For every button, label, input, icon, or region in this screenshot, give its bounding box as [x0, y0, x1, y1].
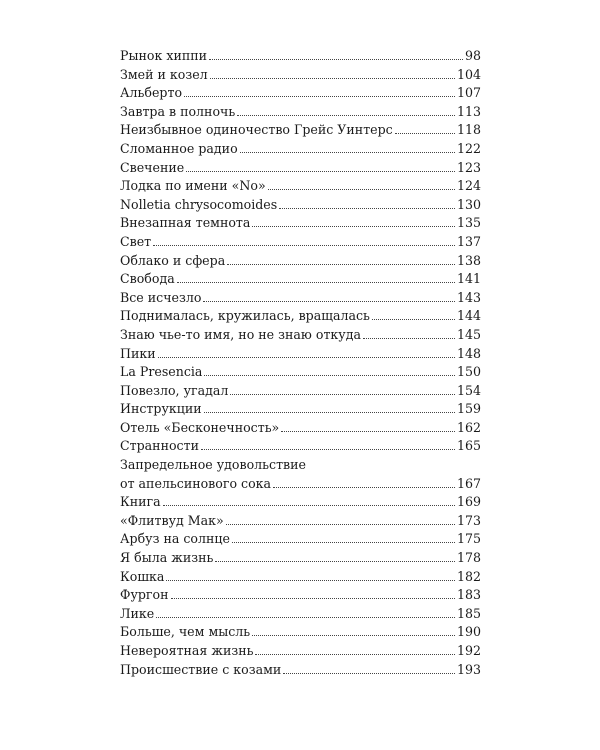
toc-entry-page-number: 143: [456, 289, 481, 305]
toc-entry: [120, 605, 481, 624]
dot-leader: [166, 580, 455, 581]
toc-entry: [120, 159, 481, 178]
toc-entry-page-number: 154: [456, 382, 481, 398]
toc-entry-page-number: 148: [456, 345, 481, 361]
dot-leader: [237, 115, 455, 116]
toc-entry: [120, 493, 481, 512]
toc-entry: [120, 586, 481, 605]
toc-entry: [120, 549, 481, 568]
toc-entry-title: Невероятная жизнь: [120, 643, 254, 658]
toc-entry-page-number: 192: [456, 643, 481, 658]
toc-entry: [120, 270, 481, 289]
toc-entry-title: Книга: [120, 494, 161, 510]
dot-leader: [156, 617, 455, 618]
toc-entry-title: Свечение: [120, 159, 185, 175]
toc-entry-title: La Presencia: [120, 364, 203, 380]
toc-entry: [120, 214, 481, 233]
toc-entry-page-number: 122: [456, 140, 481, 156]
toc-entry-title: от апельсинового сока: [120, 475, 272, 491]
toc-entry: [120, 103, 481, 122]
toc-entry-page-number: 169: [456, 494, 481, 510]
toc-entry-page-number: 162: [456, 419, 481, 435]
dot-leader: [232, 542, 455, 543]
toc-entry: [120, 66, 481, 85]
toc-entry-title: Змей и козел: [120, 66, 208, 82]
toc-entry: [120, 196, 481, 215]
dot-leader: [363, 338, 455, 339]
toc-entry: [120, 47, 481, 66]
dot-leader: [215, 561, 455, 562]
dot-leader: [209, 59, 463, 60]
toc-entry-title: Внезапная темнота: [120, 215, 251, 231]
toc-entry-title: Альберто: [120, 85, 183, 101]
toc-entry-title: «Флитвуд Мак»: [120, 512, 224, 528]
dot-leader: [252, 226, 455, 227]
dot-leader: [395, 133, 455, 134]
toc-entry-title: Nolletia chrysocomoides: [120, 196, 278, 212]
toc-entry: [120, 177, 481, 196]
toc-entry-page-number: 167: [456, 475, 481, 491]
toc-entry: [120, 437, 481, 456]
toc-entry-title: Знаю чье-то имя, но не знаю откуда: [120, 326, 361, 342]
toc-entry-page-number: 137: [456, 233, 481, 249]
toc-entry: [120, 84, 481, 103]
dot-leader: [252, 635, 455, 636]
toc-entry-page-number: 104: [456, 66, 481, 82]
toc-entry-title: Я была жизнь: [120, 550, 214, 566]
toc-entry-title: Облако и сфера: [120, 252, 226, 268]
toc-entry-page-number: 190: [456, 624, 481, 640]
dot-leader: [204, 412, 455, 413]
toc-entry-page-number: 141: [456, 271, 481, 287]
dot-leader: [203, 301, 455, 302]
dot-leader: [255, 654, 454, 655]
toc-entry: [120, 233, 481, 252]
toc-entry-page-number: 124: [456, 178, 481, 194]
toc-entry-title: Свобода: [120, 271, 175, 287]
toc-entry-title: Сломанное радио: [120, 140, 238, 156]
dot-leader: [283, 673, 455, 674]
toc-entry-title: Больше, чем мысль: [120, 624, 251, 640]
toc-entry-title: Неизбывное одиночество Грейс Уинтерс: [120, 122, 393, 138]
dot-leader: [227, 264, 455, 265]
dot-leader: [226, 524, 455, 525]
dot-leader: [171, 598, 455, 599]
toc-entry-title: Фургон: [120, 587, 169, 603]
toc-entry-title: Отель «Бесконечность»: [120, 419, 280, 435]
toc-entry-title: Странности: [120, 438, 199, 454]
dot-leader: [204, 375, 455, 376]
toc-entry-title: Арбуз на солнце: [120, 531, 230, 547]
dot-leader: [230, 394, 455, 395]
dot-leader: [163, 505, 455, 506]
toc-entry-page-number: 165: [456, 438, 481, 454]
toc-entry-title: Свет: [120, 233, 152, 249]
toc-entry-title-line1: Запредельное удовольствие: [120, 457, 306, 473]
toc-entry: [120, 530, 481, 549]
toc-entry: [120, 140, 481, 159]
toc-entry: [120, 419, 481, 438]
toc-entry-page-number: 123: [456, 159, 481, 175]
toc-entry: [120, 382, 481, 401]
dot-leader: [177, 282, 455, 283]
toc-entry-title: Рынок хиппи: [120, 48, 208, 63]
toc-entry: [120, 475, 481, 494]
toc-entry-title: Поднималась, кружилась, вращалась: [120, 308, 370, 324]
dot-leader: [201, 449, 455, 450]
toc-entry-title: Пики: [120, 345, 156, 361]
dot-leader: [273, 487, 455, 488]
toc-entry: [120, 400, 481, 419]
toc-entry-page-number: 178: [456, 550, 481, 566]
dot-leader: [184, 96, 455, 97]
toc-entry-title: Все исчезло: [120, 289, 202, 305]
dot-leader: [372, 319, 455, 320]
toc-entry: [120, 661, 481, 680]
toc-entry-page-number: 182: [456, 568, 481, 584]
dot-leader: [153, 245, 455, 246]
dot-leader: [240, 152, 455, 153]
toc-entry-title: Кошка: [120, 568, 165, 584]
toc-entry: [120, 326, 481, 345]
toc-entry: [120, 568, 481, 587]
toc-entry-title: Лике: [120, 605, 155, 621]
toc-entry-title: Лодка по имени «No»: [120, 178, 266, 194]
toc-entry-page-number: 138: [456, 252, 481, 268]
toc-entry: [120, 345, 481, 364]
toc-entry: [120, 512, 481, 531]
toc-entry-page-number: 175: [456, 531, 481, 547]
dot-leader: [268, 189, 455, 190]
toc-entry: [120, 363, 481, 382]
toc-entry-page-number: 107: [456, 85, 481, 101]
toc-entry-title: Происшествие с козами: [120, 661, 282, 677]
toc-entry-page-number: 150: [456, 364, 481, 380]
toc-entry-page-number: 159: [456, 401, 481, 417]
toc-entry-page-number: 173: [456, 512, 481, 528]
toc-entry-title: Повезло, угадал: [120, 382, 229, 398]
toc-entry-page-number: 185: [456, 605, 481, 621]
toc-entry-page-number: 118: [456, 122, 481, 138]
toc-entry-page-number: 135: [456, 215, 481, 231]
toc-entry-page-number: 193: [456, 661, 481, 677]
toc-entry: [120, 642, 481, 661]
toc-entry-page-number: 145: [456, 326, 481, 342]
toc-entry-page-number: 113: [456, 103, 481, 119]
toc-entry: [120, 289, 481, 308]
dot-leader: [281, 431, 455, 432]
toc-entry-title: Завтра в полночь: [120, 103, 236, 119]
dot-leader: [210, 78, 455, 79]
dot-leader: [279, 208, 455, 209]
dot-leader: [186, 171, 455, 172]
toc-entry: [120, 623, 481, 642]
toc-entry: [120, 121, 481, 140]
toc-entry: [120, 307, 481, 326]
toc-entry-page-number: 130: [456, 196, 481, 212]
toc-entry-page-number: 144: [456, 308, 481, 324]
toc-entry-title: Инструкции: [120, 401, 202, 417]
table-of-contents: [120, 47, 481, 679]
toc-entry: [120, 252, 481, 271]
dot-leader: [158, 357, 455, 358]
toc-entry-page-number: 183: [456, 587, 481, 603]
toc-entry-page-number: 98: [464, 48, 481, 63]
